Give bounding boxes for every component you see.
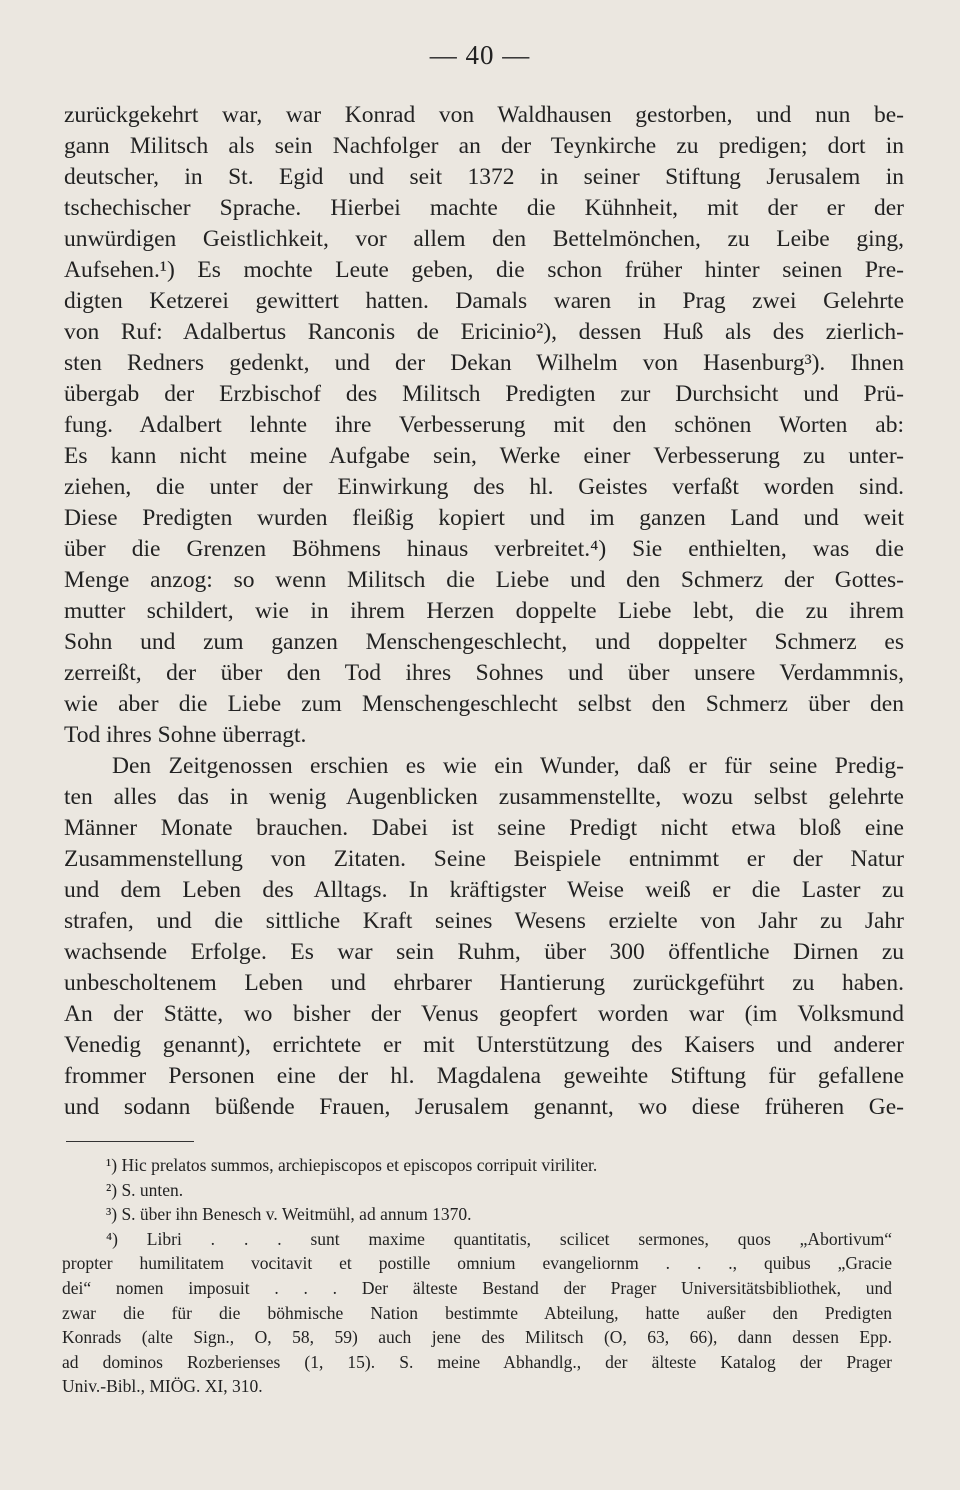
footnote-line: ²) S. unten. xyxy=(106,1179,184,1200)
body-line: Männer Monate brauchen. Dabei ist seine Predigt nicht etwa bloß eine xyxy=(64,815,904,841)
footnote-line: ³) S. über ihn Benesch v. Weitmühl, ad annum 1370. xyxy=(106,1204,472,1225)
body-line: übergab der Erzbischof des Militsch Predigten zur Durchsicht und Prü- xyxy=(64,381,904,407)
footnote-line: zwar die für die böhmische Nation bestimmte Abteilung, hatte außer den Predigten xyxy=(62,1302,892,1323)
body-line: deutscher, in St. Egid und seit 1372 in seiner Stiftung Jerusalem in xyxy=(64,164,904,190)
body-line: ten alles das in wenig Augenblicken zusammenstellte, wozu selbst gelehrte xyxy=(64,784,904,810)
body-line: strafen, und die sittliche Kraft seines Wesens erzielte von Jahr zu Jahr xyxy=(64,908,904,934)
body-line: unbescholtenem Leben und ehrbarer Hantierung zurückgeführt zu haben. xyxy=(64,970,904,996)
body-line: und dem Leben des Alltags. In kräftigster Weise weiß er die Laster zu xyxy=(64,877,904,903)
body-line: Es kann nicht meine Aufgabe sein, Werke einer Verbesserung zu unter- xyxy=(64,443,904,469)
body-line: gann Militsch als sein Nachfolger an der Teynkirche zu predigen; dort in xyxy=(64,133,904,159)
body-line: Sohn und zum ganzen Menschengeschlecht, und doppelter Schmerz es xyxy=(64,629,904,655)
body-line: An der Stätte, wo bisher der Venus geopfert worden war (im Volksmund xyxy=(64,1001,904,1027)
body-line: unwürdigen Geistlichkeit, vor allem den Bettelmönchen, zu Leibe ging, xyxy=(64,226,904,252)
body-line: Venedig genannt), errichtete er mit Unterstützung des Kaisers und anderer xyxy=(64,1032,904,1058)
body-line: über die Grenzen Böhmens hinaus verbreitet.⁴) Sie enthielten, was die xyxy=(64,536,904,562)
footnotes xyxy=(62,1153,892,1399)
footnote-line: dei“ nomen imposuit . . . Der älteste Bestand der Prager Universitätsbibliothek, und xyxy=(62,1277,892,1298)
body-line: Den Zeitgenossen erschien es wie ein Wunder, daß er für seine Predig- xyxy=(112,753,904,779)
body-line: Aufsehen.¹) Es mochte Leute geben, die schon früher hinter seinen Pre- xyxy=(64,257,904,283)
footnote-line: Univ.-Bibl., MIÖG. XI, 310. xyxy=(62,1376,263,1397)
body-line: ziehen, die unter der Einwirkung des hl. Geistes verfaßt worden sind. xyxy=(64,474,904,500)
body-line: zerreißt, der über den Tod ihres Sohnes und über unsere Verdammnis, xyxy=(64,660,904,686)
body-line: mutter schildert, wie in ihrem Herzen doppelte Liebe lebt, die zu ihrem xyxy=(64,598,904,624)
footnote-line: ad dominos Rozberienses (1, 15). S. meine Abhandlg., der älteste Katalog der Prager xyxy=(62,1351,892,1372)
body-text xyxy=(64,100,904,1123)
body-line: fung. Adalbert lehnte ihre Verbesserung mit den schönen Worten ab: xyxy=(64,412,904,438)
body-line: sten Redners gedenkt, und der Dekan Wilhelm von Hasenburg³). Ihnen xyxy=(64,350,904,376)
body-line: digten Ketzerei gewittert hatten. Damals waren in Prag zwei Gelehrte xyxy=(64,288,904,314)
body-line: Tod ihres Sohne überragt. xyxy=(64,722,307,748)
footnote-line: ⁴) Libri . . . sunt maxime quantitatis, scilicet sermones, quos „Abortivum“ xyxy=(106,1228,892,1249)
body-line: Diese Predigten wurden fleißig kopiert und im ganzen Land und weit xyxy=(64,505,904,531)
body-line: wachsende Erfolge. Es war sein Ruhm, über 300 öffentliche Dirnen zu xyxy=(64,939,904,965)
body-line: Menge anzog: so wenn Militsch die Liebe und den Schmerz der Gottes- xyxy=(64,567,904,593)
footnote-line: propter humilitatem vocitavit et postille omnium evangeliornm . . ., quibus „Gracie xyxy=(62,1253,892,1274)
body-line: tschechischer Sprache. Hierbei machte die Kühnheit, mit der er der xyxy=(64,195,904,221)
footnote-divider xyxy=(66,1141,194,1142)
body-line: zurückgekehrt war, war Konrad von Waldhausen gestorben, und nun be- xyxy=(64,102,904,128)
body-line: wie aber die Liebe zum Menschengeschlecht selbst den Schmerz über den xyxy=(64,691,904,717)
body-line: von Ruf: Adalbertus Ranconis de Ericinio²), dessen Huß als des zierlich- xyxy=(64,319,904,345)
page-number: — 40 — xyxy=(429,40,531,70)
body-line: Zusammenstellung von Zitaten. Seine Beispiele entnimmt er der Natur xyxy=(64,846,904,872)
footnote-line: ¹) Hic prelatos summos, archiepiscopos et episcopos corripuit viriliter. xyxy=(106,1155,598,1175)
body-line: und sodann büßende Frauen, Jerusalem genannt, wo diese früheren Ge- xyxy=(64,1094,904,1120)
footnote-line: Konrads (alte Sign., O, 58, 59) auch jene des Militsch (O, 63, 66), dann dessen Epp. xyxy=(62,1327,892,1348)
body-line: frommer Personen eine der hl. Magdalena geweihte Stiftung für gefallene xyxy=(64,1063,904,1089)
